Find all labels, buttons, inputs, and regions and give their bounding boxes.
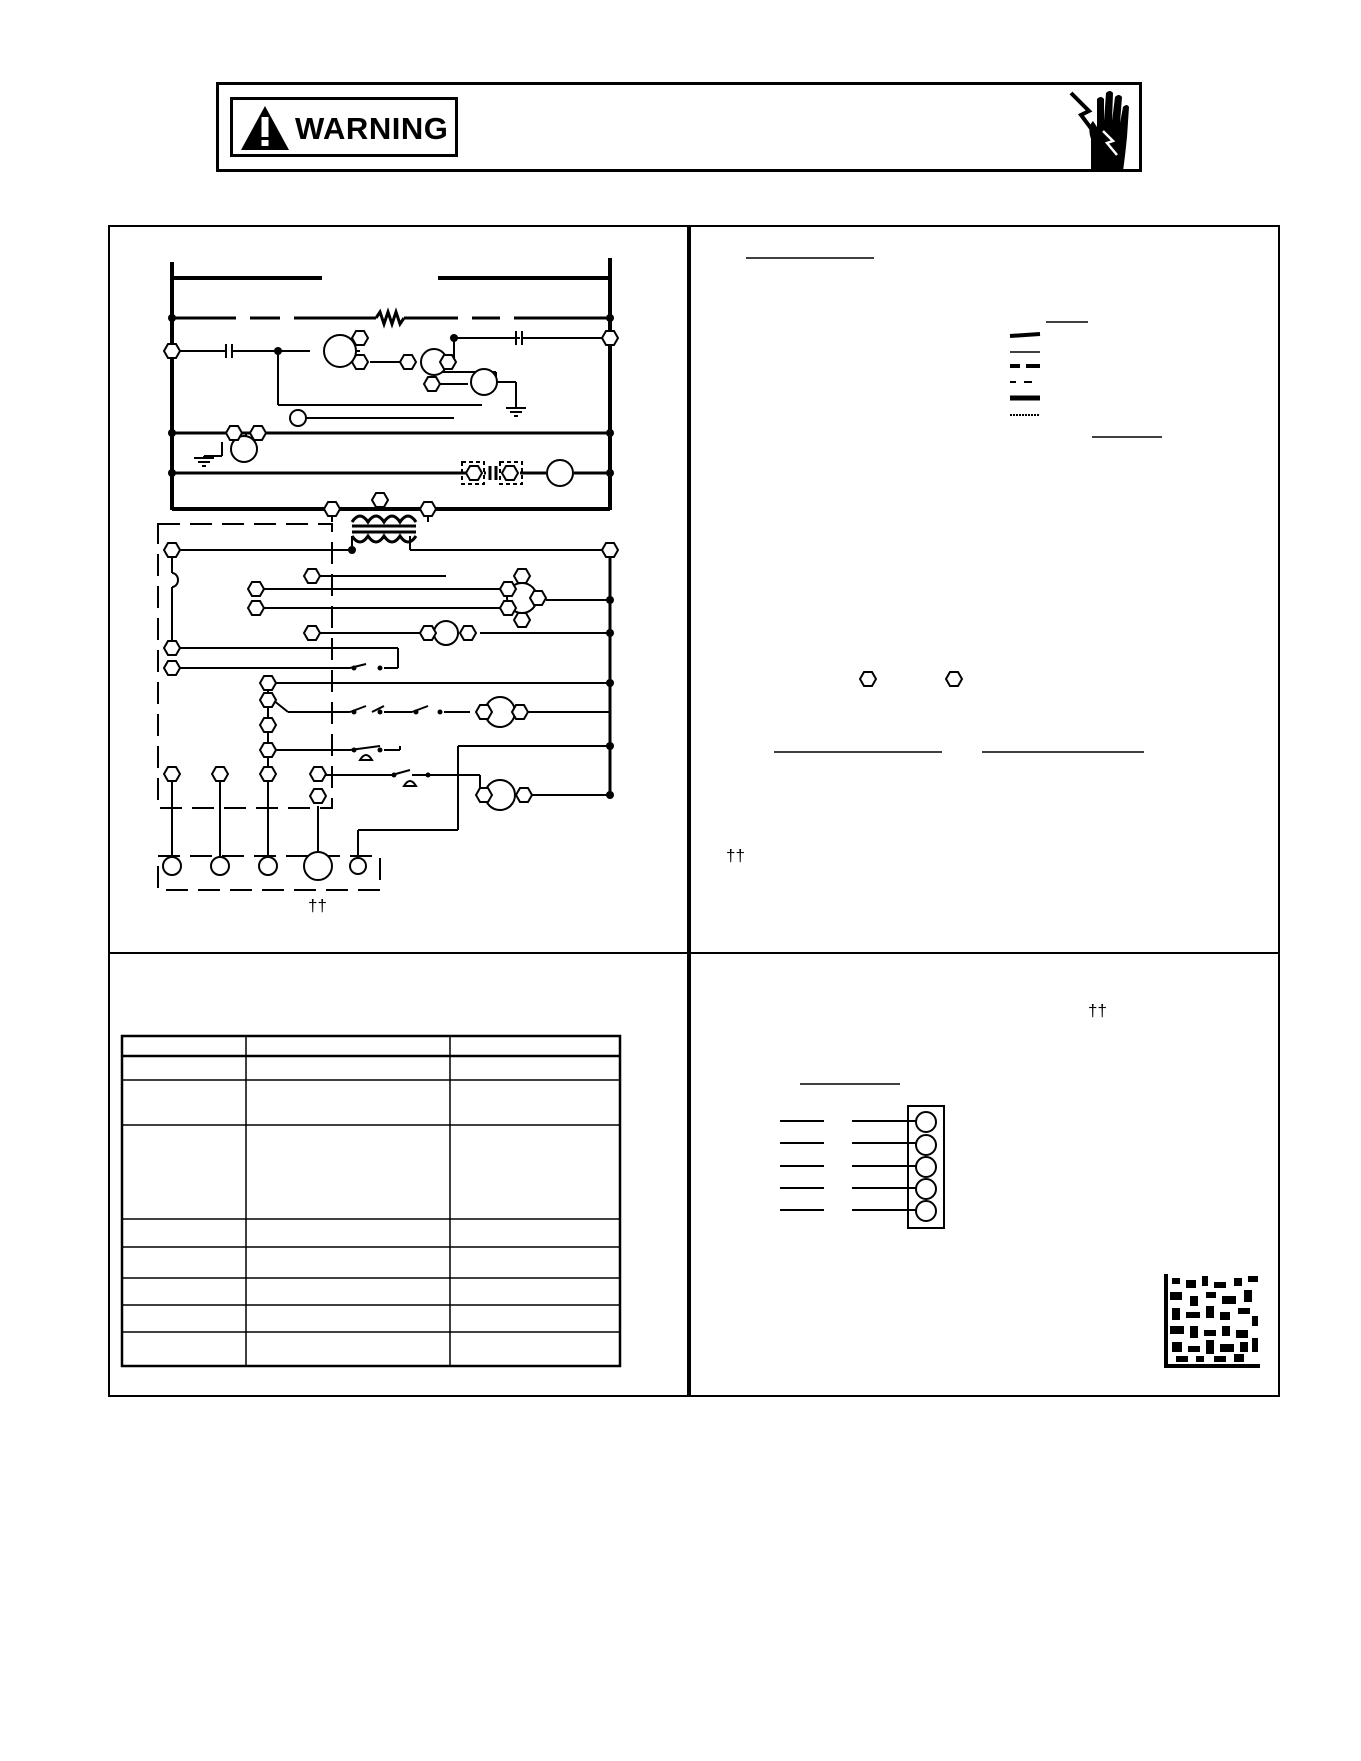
terminal-block [780,1106,944,1228]
data-matrix-code-icon [1164,1274,1260,1368]
component-table [122,1036,620,1366]
dagger-mark-notes: †† [726,846,745,865]
warning-label: WARNING [295,111,449,146]
dagger-mark-wiring: †† [1088,1001,1107,1020]
wire-legend [1010,334,1040,415]
dagger-mark-diagram: †† [308,896,327,915]
